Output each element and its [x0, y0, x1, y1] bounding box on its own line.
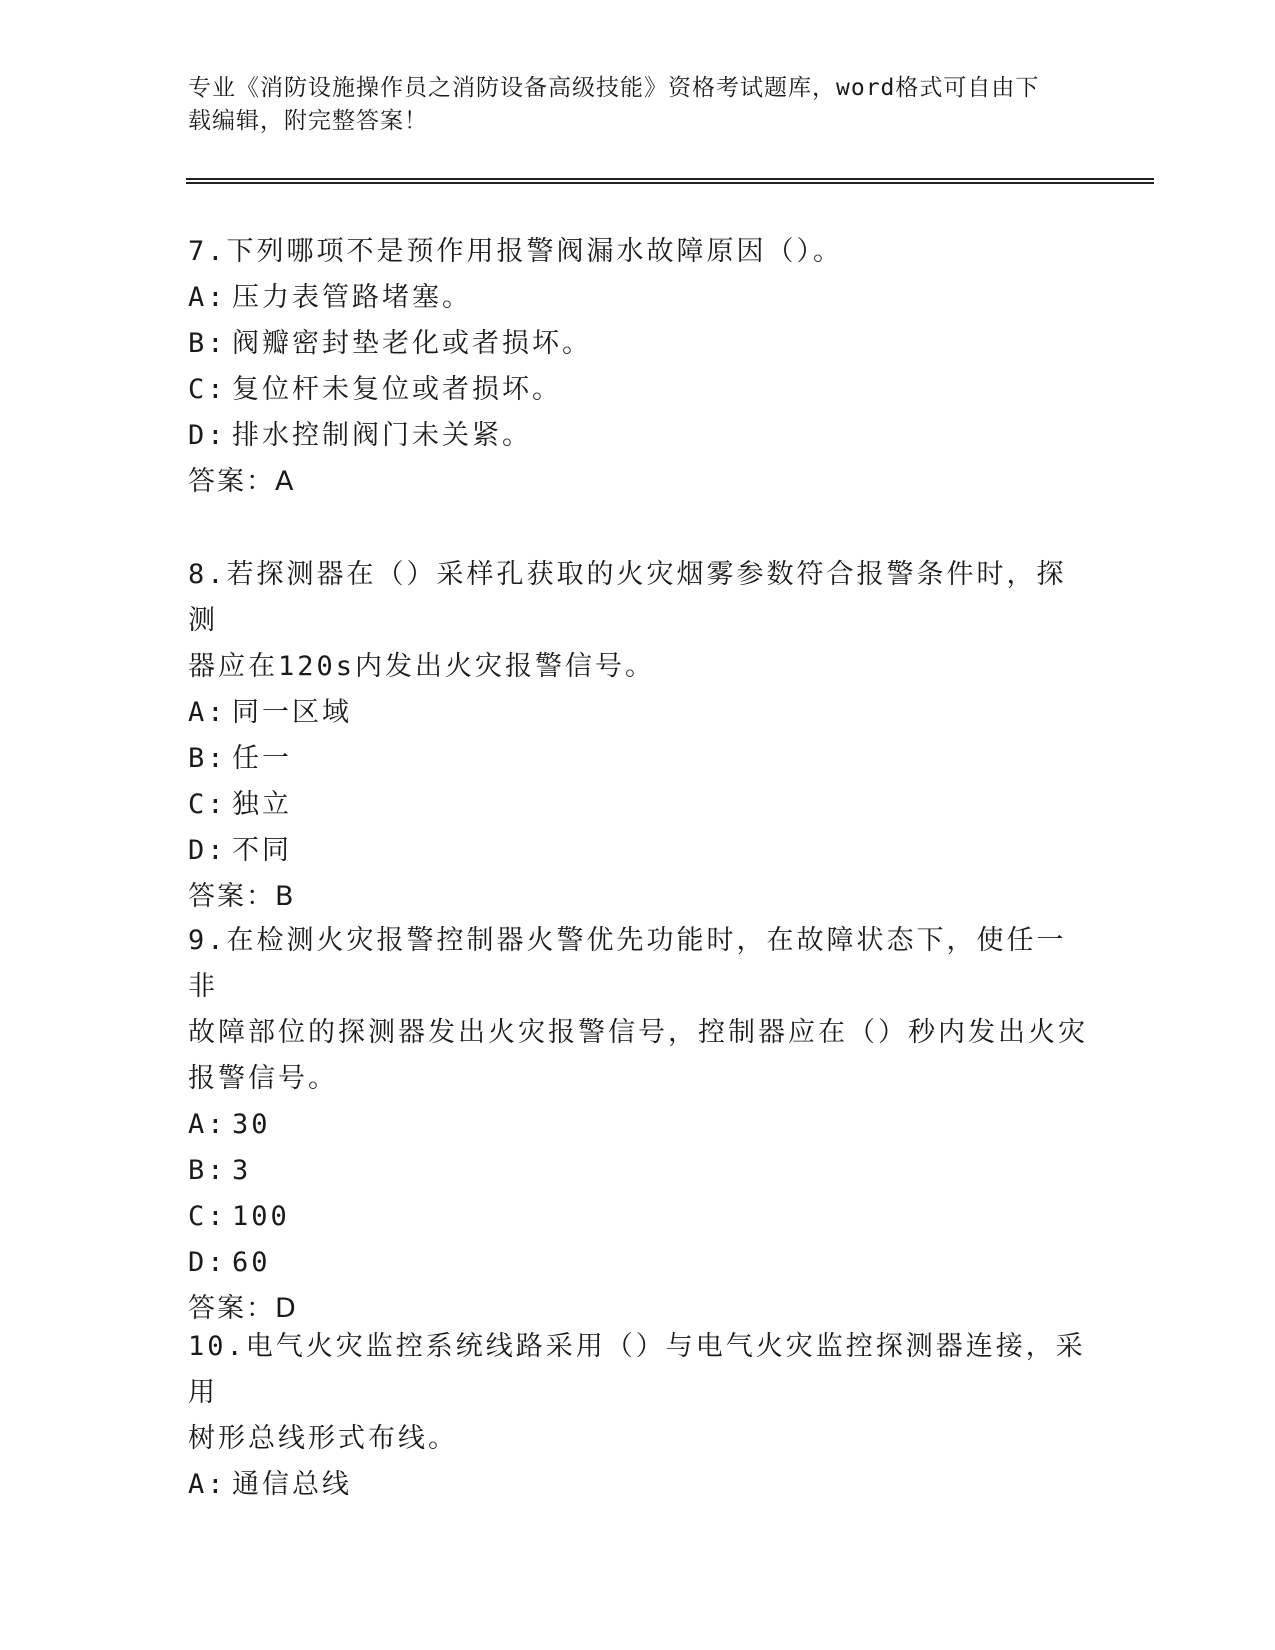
- option-text: 复位杆未复位或者损坏。: [232, 374, 562, 405]
- option-text: 排水控制阀门未关紧。: [232, 420, 532, 451]
- document-header: [188, 72, 1068, 138]
- option-a: [188, 1462, 1088, 1508]
- option-letter: C:: [188, 789, 227, 820]
- header-line-2: 载编辑，附完整答案！: [188, 108, 428, 134]
- option-letter: B:: [188, 328, 227, 359]
- question-stem: 树形总线形式布线。: [188, 1423, 458, 1454]
- option-text: 独立: [232, 789, 292, 820]
- option-d: [188, 1240, 1088, 1286]
- question-stem: 7.下列哪项不是预作用报警阀漏水故障原因（）。: [188, 236, 844, 267]
- option-text: 阀瓣密封垫老化或者损坏。: [232, 328, 592, 359]
- option-letter: D:: [188, 835, 227, 866]
- option-d: [188, 413, 1088, 459]
- answer-line: 答案：D: [188, 1293, 298, 1324]
- option-letter: A:: [188, 697, 227, 728]
- option-letter: D:: [188, 420, 227, 451]
- option-letter: A:: [188, 1469, 227, 1500]
- option-text: 不同: [232, 835, 292, 866]
- option-d: [188, 828, 1088, 874]
- option-letter: B:: [188, 1155, 227, 1186]
- option-a: [188, 690, 1088, 736]
- option-b: [188, 1148, 1088, 1194]
- question-stem: 故障部位的探测器发出火灾报警信号，控制器应在（）秒内发出火灾: [188, 1017, 1088, 1048]
- option-letter: C:: [188, 1201, 227, 1232]
- option-text: 压力表管路堵塞。: [232, 282, 472, 313]
- option-b: [188, 736, 1088, 782]
- option-text: 同一区域: [232, 697, 352, 728]
- question-stem: 8.若探测器在（）采样孔获取的火灾烟雾参数符合报警条件时，探测: [188, 559, 1067, 636]
- option-c: [188, 1194, 1088, 1240]
- option-text: 60: [232, 1247, 271, 1278]
- option-text: 30: [232, 1109, 271, 1140]
- question-9: [188, 918, 1088, 1332]
- question-stem: 报警信号。: [188, 1063, 338, 1094]
- option-c: [188, 367, 1088, 413]
- question-stem: 器应在120s内发出火灾报警信号。: [188, 651, 656, 682]
- option-text: 3: [232, 1155, 252, 1186]
- option-letter: A:: [188, 282, 227, 313]
- header-divider: [186, 178, 1154, 184]
- option-letter: D:: [188, 1247, 227, 1278]
- option-letter: A:: [188, 1109, 227, 1140]
- question-stem: 9.在检测火灾报警控制器火警优先功能时，在故障状态下，使任一非: [188, 925, 1067, 1002]
- answer-line: 答案：B: [188, 881, 296, 912]
- option-text: 通信总线: [232, 1469, 352, 1500]
- option-a: [188, 1102, 1088, 1148]
- question-7: [188, 229, 1088, 505]
- header-line-1: 专业《消防设施操作员之消防设备高级技能》资格考试题库，word格式可自由下: [188, 75, 1040, 101]
- option-letter: B:: [188, 743, 227, 774]
- answer-line: 答案：A: [188, 466, 296, 497]
- question-10: [188, 1324, 1088, 1508]
- option-text: 任一: [232, 743, 292, 774]
- question-stem: 10.电气火灾监控系统线路采用（）与电气火灾监控探测器连接，采用: [188, 1331, 1086, 1408]
- option-letter: C:: [188, 374, 227, 405]
- option-c: [188, 782, 1088, 828]
- option-a: [188, 275, 1088, 321]
- question-8: [188, 552, 1088, 920]
- option-b: [188, 321, 1088, 367]
- option-text: 100: [232, 1201, 290, 1232]
